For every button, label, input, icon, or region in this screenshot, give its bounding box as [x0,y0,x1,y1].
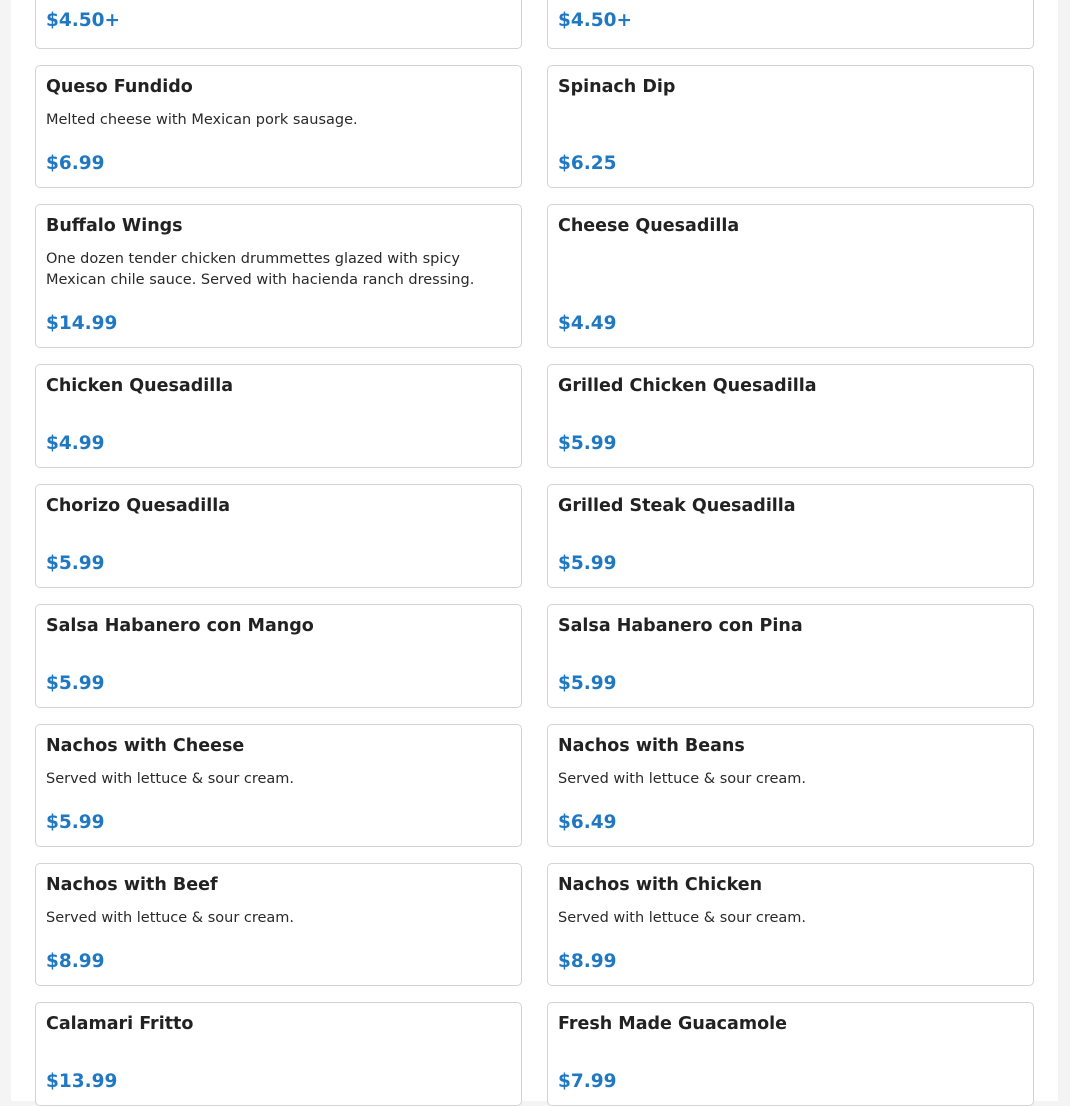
menu-item-card[interactable] [35,65,522,188]
item-price: $13.99 [46,1071,118,1092]
item-price: $8.99 [46,951,105,972]
item-description: Served with lettuce & sour cream. [558,910,807,926]
item-name: Buffalo Wings [46,216,183,236]
item-price: $6.99 [46,153,105,174]
item-name: Calamari Fritto [46,1014,194,1034]
item-price: $5.99 [558,553,617,574]
item-price: $4.50+ [558,10,633,31]
menu-grid [35,0,1034,1106]
item-price: $5.99 [46,812,105,833]
menu-item-card[interactable] [35,484,522,588]
item-description: Served with lettuce & sour cream. [46,771,295,787]
item-price: $5.99 [46,553,105,574]
menu-item-card[interactable] [35,863,522,986]
menu-item-card[interactable] [547,484,1034,588]
item-price: $8.99 [558,951,617,972]
item-name: Grilled Chicken Quesadilla [558,376,817,396]
menu-item-card[interactable] [547,0,1034,49]
menu-item-card[interactable] [547,364,1034,468]
menu-item-card[interactable] [547,65,1034,188]
item-price: $5.99 [558,433,617,454]
menu-item-card[interactable] [35,724,522,847]
item-description: Served with lettuce & sour cream. [46,910,295,926]
item-name: Queso Fundido [46,77,193,97]
item-price: $14.99 [46,313,118,334]
item-name: Nachos with Beans [558,736,745,756]
menu-item-card[interactable] [35,604,522,708]
item-price: $6.25 [558,153,617,174]
item-price: $4.99 [46,433,105,454]
item-name: Nachos with Cheese [46,736,245,756]
item-name: Spinach Dip [558,77,676,97]
item-name: Chorizo Quesadilla [46,496,231,516]
item-name: Chicken Quesadilla [46,376,234,396]
item-name: Salsa Habanero con Pina [558,616,803,636]
menu-page [11,0,1058,1101]
menu-item-card[interactable] [547,863,1034,986]
item-price: $4.49 [558,313,617,334]
item-price: $6.49 [558,812,617,833]
item-description: Served with lettuce & sour cream. [558,771,807,787]
item-name: Grilled Steak Quesadilla [558,496,796,516]
item-price: $5.99 [558,673,617,694]
menu-item-card[interactable] [35,364,522,468]
menu-item-card[interactable] [35,1002,522,1106]
item-price: $7.99 [558,1071,617,1092]
item-name: Nachos with Beef [46,875,218,895]
menu-item-card[interactable] [35,204,522,348]
item-price: $4.50+ [46,10,121,31]
item-name: Nachos with Chicken [558,875,763,895]
item-description: Melted cheese with Mexican pork sausage. [46,112,358,128]
menu-item-card[interactable] [35,0,522,49]
menu-item-card[interactable] [547,1002,1034,1106]
item-name: Fresh Made Guacamole [558,1014,787,1034]
item-name: Salsa Habanero con Mango [46,616,314,636]
item-price: $5.99 [46,673,105,694]
menu-item-card[interactable] [547,204,1034,348]
item-name: Cheese Quesadilla [558,216,740,236]
item-description: One dozen tender chicken drummettes glazed with spicy Mexican chile sauce. Served with hacienda ranch dressing. [46,251,475,288]
menu-item-card[interactable] [547,604,1034,708]
menu-item-card[interactable] [547,724,1034,847]
